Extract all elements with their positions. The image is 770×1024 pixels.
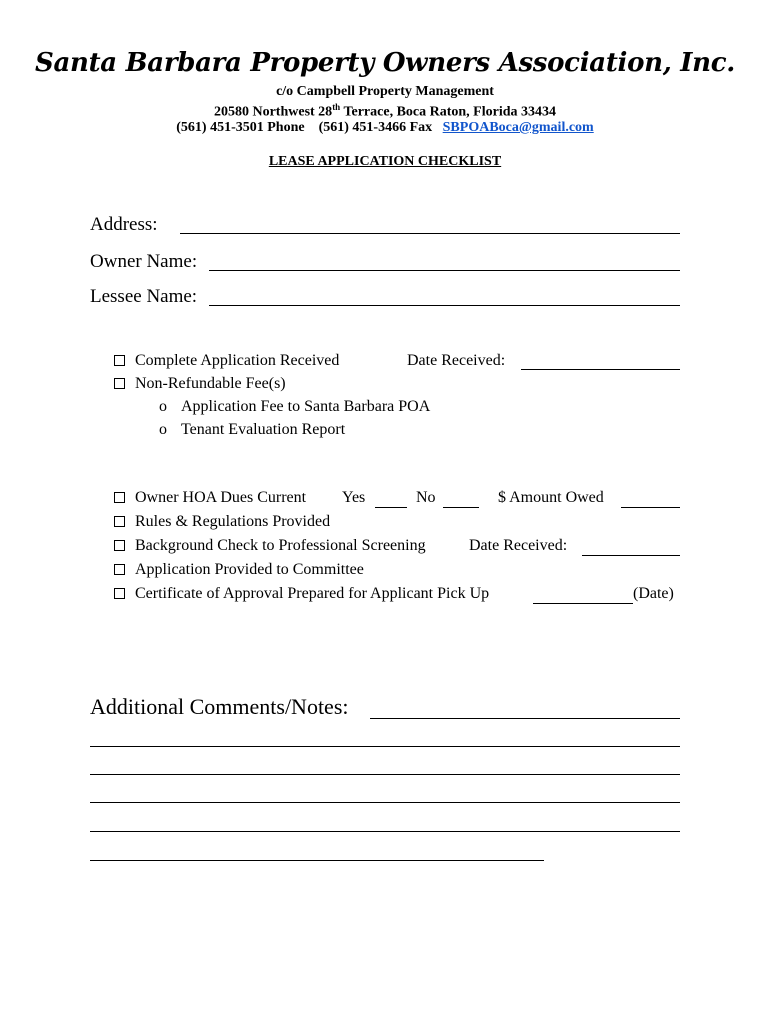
date-label: (Date) [633, 585, 674, 602]
lessee-name-label: Lessee Name: [90, 286, 198, 307]
background-date-label: Date Received: [469, 537, 568, 554]
application-fee-label: Application Fee to Santa Barbara POA [181, 398, 431, 415]
address-label: Address: [90, 214, 158, 235]
checkbox-icon[interactable] [114, 492, 125, 503]
bullet-icon: o [159, 421, 167, 438]
certificate-label: Certificate of Approval Prepared for Applicant Pick Up [135, 585, 490, 602]
checklist-item-committee [114, 561, 364, 579]
no-label: No [416, 489, 436, 506]
checklist-item-certificate [114, 585, 489, 603]
background-date-line[interactable] [582, 555, 680, 556]
email-link[interactable]: SBPOABoca@gmail.com [442, 120, 594, 135]
complete-application-label: Complete Application Received [135, 352, 340, 369]
checkbox-icon[interactable] [114, 540, 125, 551]
comments-line-4[interactable] [90, 802, 680, 803]
checklist-item-complete-application [114, 352, 339, 370]
owner-name-field-line[interactable] [209, 270, 680, 271]
phone-number: (561) 451-3501 Phone [176, 120, 305, 135]
comments-line-6[interactable] [90, 860, 544, 861]
yes-label: Yes [342, 489, 366, 506]
comments-line-2[interactable] [90, 746, 680, 747]
address-part-1: 20580 Northwest 28 [213, 104, 333, 120]
hoa-dues-label: Owner HOA Dues Current [135, 489, 307, 506]
comments-line-1[interactable] [370, 718, 680, 719]
yes-line[interactable] [375, 507, 407, 508]
organization-name: Santa Barbara Property Owners Association, Inc. [34, 48, 736, 78]
no-line[interactable] [443, 507, 479, 508]
checklist-item-fees [114, 375, 286, 393]
background-check-label: Background Check to Professional Screening [135, 537, 426, 554]
amount-owed-label: $ Amount Owed [498, 489, 604, 506]
comments-line-3[interactable] [90, 774, 680, 775]
checkbox-icon[interactable] [114, 588, 125, 599]
certificate-date-line[interactable] [533, 603, 633, 604]
comments-line-5[interactable] [90, 831, 680, 832]
checkbox-icon[interactable] [114, 378, 125, 389]
address-part-2: Terrace, Boca Raton, Florida 33434 [340, 104, 557, 120]
date-received-line[interactable] [521, 369, 680, 370]
tenant-evaluation-label: Tenant Evaluation Report [181, 421, 346, 438]
checklist-item-hoa-dues [114, 489, 306, 507]
street-address-line [0, 102, 770, 121]
page-title: LEASE APPLICATION CHECKLIST [268, 154, 502, 169]
owner-name-label: Owner Name: [90, 251, 198, 272]
contact-line [0, 120, 770, 136]
care-of-line: c/o Campbell Property Management [276, 84, 494, 99]
fax-number: (561) 451-3466 Fax [318, 120, 433, 135]
checklist-item-rules [114, 513, 330, 531]
comments-label: Additional Comments/Notes: [90, 694, 349, 719]
address-superscript: th [332, 102, 341, 112]
checklist-item-background-check [114, 537, 426, 555]
bullet-icon: o [159, 398, 167, 415]
address-field-line[interactable] [180, 233, 680, 234]
checkbox-icon[interactable] [114, 516, 125, 527]
sub-item-tenant-evaluation [159, 421, 345, 439]
lessee-name-field-line[interactable] [209, 305, 680, 306]
checkbox-icon[interactable] [114, 355, 125, 366]
amount-owed-line[interactable] [621, 507, 680, 508]
rules-label: Rules & Regulations Provided [135, 513, 331, 530]
sub-item-application-fee [159, 398, 430, 416]
checkbox-icon[interactable] [114, 564, 125, 575]
fees-label: Non-Refundable Fee(s) [135, 375, 286, 392]
date-received-label: Date Received: [407, 352, 506, 369]
committee-label: Application Provided to Committee [135, 561, 364, 578]
